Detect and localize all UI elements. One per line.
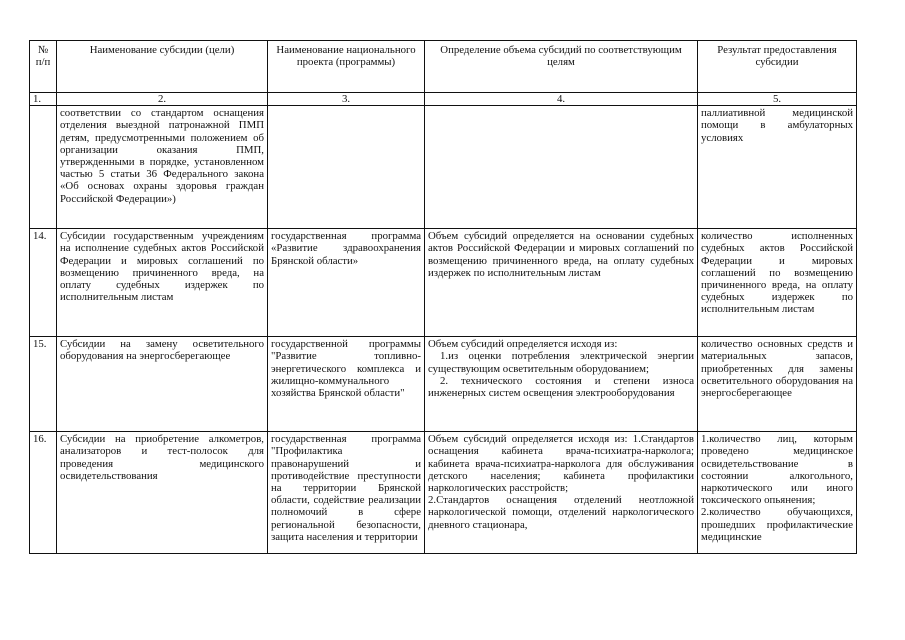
determination-cell (425, 106, 698, 229)
table-row (30, 106, 857, 229)
table-row (30, 229, 857, 337)
determination-cell (425, 337, 698, 432)
header-number: № п/п (30, 41, 57, 93)
determination-line: 2.Стандартов оснащения отделений неотложной наркологической помощи, отделений наркологического дневного стационара, (428, 494, 694, 531)
table-row (30, 432, 857, 554)
determination-line: Объем субсидий определяется исходя из: (428, 338, 618, 351)
result-line: 1.количество лиц, которым проведено медицинское освидетельствование в состоянии алкогольного, наркотического или иного токсического опьянения; (701, 433, 853, 507)
result-cell: количество исполненных судебных актов Российской Федерации и мировых соглашений по возмещению причиненного вреда, на оплату судебных издержек по исполнительным листам (698, 229, 857, 337)
result-cell: паллиативной медицинской помощи в амбулаторных условиях (698, 106, 857, 229)
column-number: 1. (30, 93, 57, 106)
program-cell: государственной программы "Развитие топливно-энергетического комплекса и жилищно-коммунального хозяйства Брянской области" (268, 337, 425, 432)
row-number: 16. (30, 432, 57, 554)
determination-line: Объем субсидий определяется исходя из: 1.Стандартов оснащения кабинета врача-психиатра-нарколога; кабинета врача-психиатра-нарколога для обслуживания детского населения; кабинета профилактики наркологических расстройств; (428, 433, 694, 495)
program-cell (268, 106, 425, 229)
result-cell (698, 432, 857, 554)
determination-line: 2. технического состояния и степени износа инженерных систем освещения электрооборудования (428, 374, 694, 400)
header-subsidy-name: Наименование субсидии (цели) (57, 41, 268, 93)
column-number: 5. (698, 93, 857, 106)
column-number: 2. (57, 93, 268, 106)
determination-cell (425, 432, 698, 554)
header-volume-determination: Определение объема субсидий по соответствующим целям (425, 41, 698, 93)
table-row (30, 337, 857, 432)
determination-line: 1.из оценки потребления электрической энергии существующим осветительным оборудованием; (428, 350, 694, 375)
program-cell: государственная программа «Развитие здравоохранения Брянской области» (268, 229, 425, 337)
row-number: 15. (30, 337, 57, 432)
subsidy-table (29, 40, 857, 554)
subsidy-name-cell: Субсидии на приобретение алкометров, анализаторов и тест-полосок для проведения медицинского освидетельствования (57, 432, 268, 554)
header-result: Результат предоставления субсидии (698, 41, 857, 93)
determination-cell: Объем субсидий определяется на основании судебных актов Российской Федерации и мировых соглашений по возмещению причиненного вреда, на оплату судебных издержек по исполнительным листам (425, 229, 698, 337)
subsidy-name-cell: соответствии со стандартом оснащения отделения выездной патронажной ПМП детям, предусмотренными положением об организации оказания ПМП, утвержденными в порядке, установленном частью 5 статьи 36 Федерального закона «Об основах охраны здоровья граждан Российской Федерации») (57, 106, 268, 229)
column-number: 3. (268, 93, 425, 106)
subsidy-name-cell: Субсидии государственным учреждениям на исполнение судебных актов Российской Федерации и мировых соглашений по возмещению причиненного вреда, на оплату судебных издержек по исполнительным листам (57, 229, 268, 337)
header-national-project: Наименование национального проекта (программы) (268, 41, 425, 93)
row-number: 14. (30, 229, 57, 337)
row-number (30, 106, 57, 229)
subsidy-name-cell: Субсидии на замену осветительного оборудования на энергосберегающее (57, 337, 268, 432)
column-number-row (30, 93, 857, 106)
column-number: 4. (425, 93, 698, 106)
result-line: 2.количество обучающихся, прошедших профилактические медицинские (701, 506, 853, 543)
result-cell: количество основных средств и материальных запасов, приобретенных для замены осветительного оборудования на энергосберегающее (698, 337, 857, 432)
program-cell: государственная программа "Профилактика правонарушений и противодействие преступности на территории Брянской области, содействие реализации полномочий в сфере региональной безопасности, защита населения и территории (268, 432, 425, 554)
header-row (30, 41, 857, 93)
